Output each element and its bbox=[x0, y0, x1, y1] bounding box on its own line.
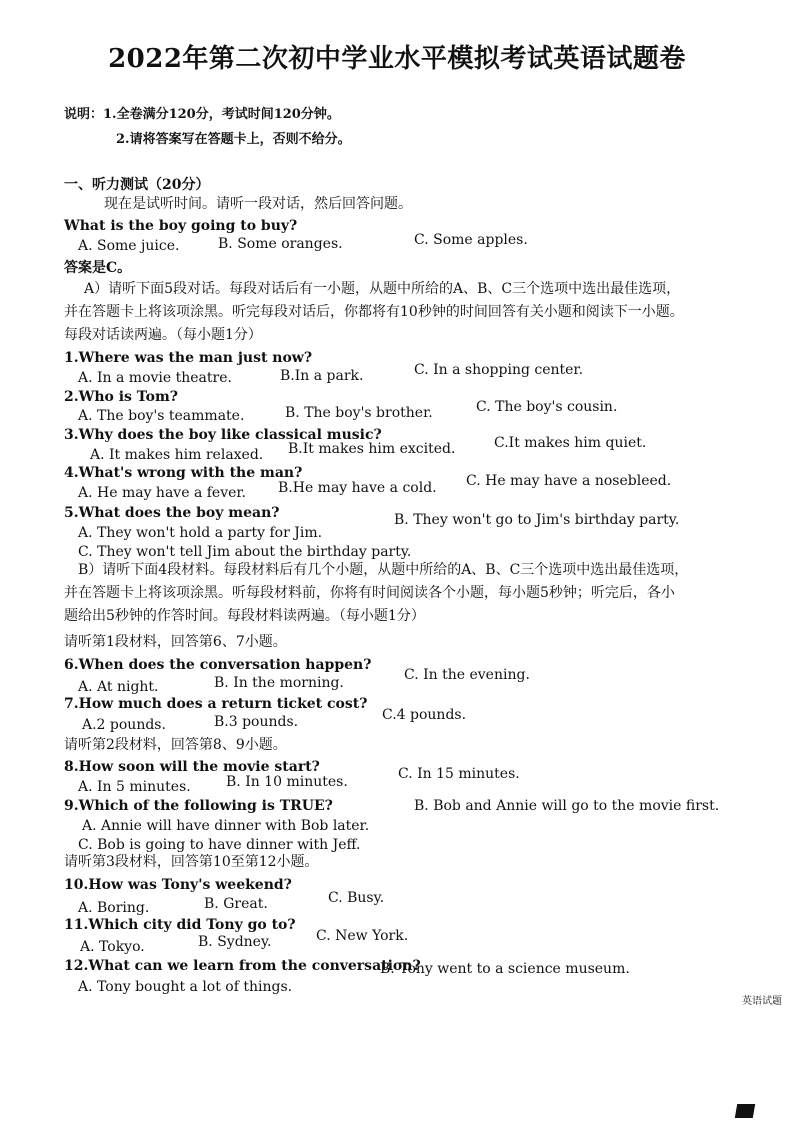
example-question: What is the boy going to buy? bbox=[64, 218, 298, 234]
part-a-instruction-2: 并在答题卡上将该项涂黑。听完每段对话后，你都将有10秒钟的时间回答有关小题和阅读下一小题。 bbox=[64, 304, 684, 320]
question-8: 8.How soon will the movie start? bbox=[64, 759, 320, 775]
q12-option-b: B. Tony went to a science museum. bbox=[380, 961, 630, 977]
q5-option-b: B. They won't go to Jim's birthday party. bbox=[394, 512, 680, 528]
q6-option-b: B. In the morning. bbox=[214, 675, 344, 691]
q4-option-c: C. He may have a nosebleed. bbox=[466, 473, 672, 489]
q10-option-a: A. Boring. bbox=[78, 900, 150, 916]
question-3: 3.Why does the boy like classical music? bbox=[64, 427, 382, 443]
corner-label: 英语试题 bbox=[742, 996, 782, 1007]
note-1: 说明：1.全卷满分120分，考试时间120分钟。 bbox=[64, 107, 340, 122]
q4-option-b: B.He may have a cold. bbox=[278, 480, 437, 496]
q11-option-a: A. Tokyo. bbox=[80, 939, 145, 955]
q6-option-a: A. At night. bbox=[78, 679, 159, 695]
q3-option-b: B.It makes him excited. bbox=[288, 441, 456, 457]
q1-option-c: C. In a shopping center. bbox=[414, 362, 584, 378]
q8-option-b: B. In 10 minutes. bbox=[226, 774, 348, 790]
q2-option-a: A. The boy's teammate. bbox=[78, 408, 245, 424]
q3-option-a: A. It makes him relaxed. bbox=[90, 447, 264, 463]
question-9: 9.Which of the following is TRUE? bbox=[64, 798, 333, 814]
scan-mark bbox=[735, 1104, 755, 1118]
material-1-heading: 请听第1段材料，回答第6、7小题。 bbox=[64, 634, 287, 650]
q8-option-a: A. In 5 minutes. bbox=[78, 779, 191, 795]
part-b-instruction-2: 并在答题卡上将该项涂黑。听每段材料前，你将有时间阅读各个小题，每小题5秒钟；听完后，各小 bbox=[64, 585, 675, 601]
material-3-heading: 请听第3段材料，回答第10至第12小题。 bbox=[64, 854, 319, 870]
question-12: 12.What can we learn from the conversation? bbox=[64, 958, 421, 974]
question-5: 5.What does the boy mean? bbox=[64, 505, 280, 521]
q7-option-c: C.4 pounds. bbox=[382, 707, 467, 723]
q11-option-b: B. Sydney. bbox=[198, 934, 272, 950]
question-1: 1.Where was the man just now? bbox=[64, 350, 313, 366]
material-2-heading: 请听第2段材料，回答第8、9小题。 bbox=[64, 737, 287, 753]
page-title: 2022年第二次初中学业水平模拟考试英语试题卷 bbox=[108, 44, 686, 74]
q5-option-a: A. They won't hold a party for Jim. bbox=[78, 525, 323, 541]
q4-option-a: A. He may have a fever. bbox=[78, 485, 247, 501]
q1-option-a: A. In a movie theatre. bbox=[78, 370, 232, 386]
q2-option-b: B. The boy's brother. bbox=[285, 405, 433, 421]
q9-option-b: B. Bob and Annie will go to the movie first. bbox=[414, 798, 720, 814]
q10-option-c: C. Busy. bbox=[328, 890, 385, 906]
q3-option-c: C.It makes him quiet. bbox=[494, 435, 647, 451]
q10-option-b: B. Great. bbox=[204, 896, 268, 912]
q7-option-a: A.2 pounds. bbox=[82, 717, 166, 733]
question-6: 6.When does the conversation happen? bbox=[64, 657, 372, 673]
q5-option-c: C. They won't tell Jim about the birthday party. bbox=[78, 544, 412, 560]
example-intro: 现在是试听时间。请听一段对话，然后回答问题。 bbox=[104, 196, 412, 212]
q9-option-a: A. Annie will have dinner with Bob later. bbox=[82, 818, 370, 834]
example-option-b: B. Some oranges. bbox=[218, 236, 343, 252]
q1-option-b: B.In a park. bbox=[280, 368, 364, 384]
section-heading: 一、听力测试（20分） bbox=[64, 177, 210, 193]
note-2: 2.请将答案写在答题卡上，否则不给分。 bbox=[116, 132, 351, 147]
q6-option-c: C. In the evening. bbox=[404, 667, 530, 683]
part-a-instruction-3: 每段对话读两遍。（每小题1分） bbox=[64, 327, 262, 343]
question-4: 4.What's wrong with the man? bbox=[64, 465, 303, 481]
q2-option-c: C. The boy's cousin. bbox=[476, 399, 618, 415]
question-11: 11.Which city did Tony go to? bbox=[64, 917, 296, 933]
part-a-instruction-1: A）请听下面5段对话。每段对话后有一小题，从题中所给的A、B、C三个选项中选出最佳选项， bbox=[84, 281, 681, 297]
q11-option-c: C. New York. bbox=[316, 928, 409, 944]
question-7: 7.How much does a return ticket cost? bbox=[64, 696, 368, 712]
part-b-instruction-3: 题给出5秒钟的作答时间。每段材料读两遍。（每小题1分） bbox=[64, 608, 425, 624]
question-10: 10.How was Tony's weekend? bbox=[64, 877, 292, 893]
question-2: 2.Who is Tom? bbox=[64, 389, 178, 405]
part-b-instruction-1: B）请听下面4段材料。每段材料后有几个小题，从题中所给的A、B、C三个选项中选出最佳选项， bbox=[78, 562, 689, 578]
q9-option-c: C. Bob is going to have dinner with Jeff. bbox=[78, 837, 361, 853]
example-answer: 答案是C。 bbox=[64, 260, 132, 276]
example-option-a: A. Some juice. bbox=[78, 238, 180, 254]
q8-option-c: C. In 15 minutes. bbox=[398, 766, 520, 782]
q7-option-b: B.3 pounds. bbox=[214, 714, 299, 730]
example-option-c: C. Some apples. bbox=[414, 232, 528, 248]
q12-option-a: A. Tony bought a lot of things. bbox=[78, 979, 293, 995]
